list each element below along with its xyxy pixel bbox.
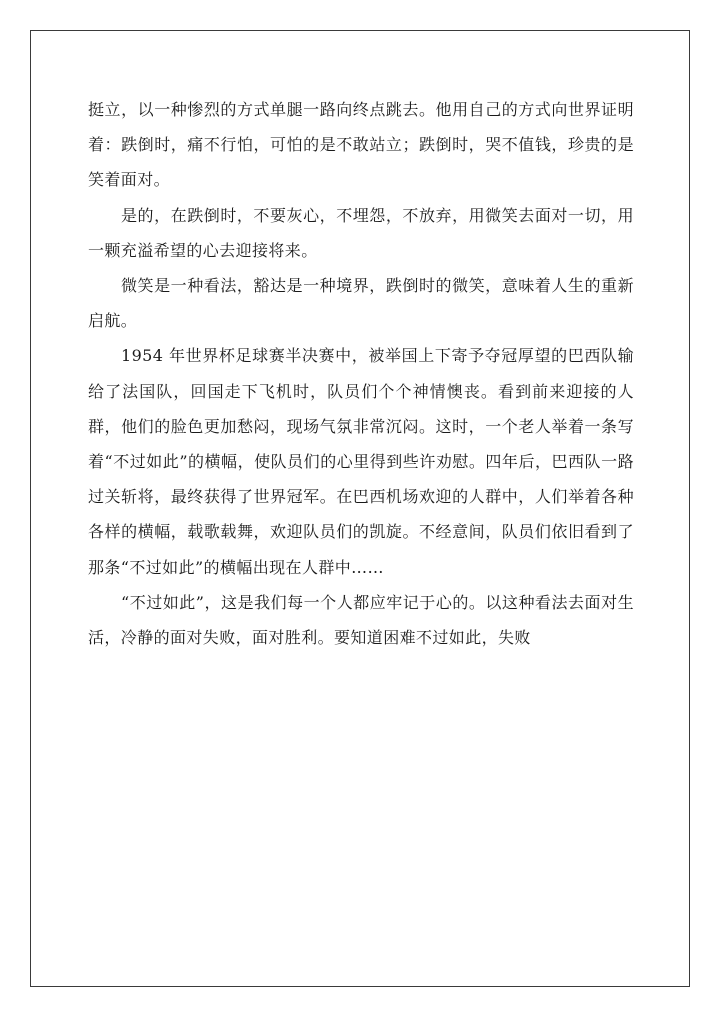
- paragraph-3: 微笑是一种看法，豁达是一种境界，跌倒时的微笑，意味着人生的重新启航。: [88, 276, 634, 331]
- paragraph-1: 挺立，以一种惨烈的方式单腿一路向终点跳去。他用自己的方式向世界证明着：跌倒时，痛不行怕，可怕的是不敢站立；跌倒时，哭不值钱，珍贵的是笑着面对。: [88, 100, 634, 190]
- document-body: [88, 92, 634, 655]
- paragraph-4: 1954 年世界杯足球赛半决赛中，被举国上下寄予夺冠厚望的巴西队输给了法国队，回国走下飞机时，队员们个个神情懊丧。看到前来迎接的人群，他们的脸色更加愁闷，现场气氛非常沉闷。这时，一个老人举着一条写着“不过如此”的横幅，使队员们的心里得到些许劝慰。四年后，巴西队一路过关斩将，最终获得了世界冠军。在巴西机场欢迎的人群中，人们举着各种各样的横幅，载歌载舞，欢迎队员们的凯旋。不经意间，队员们依旧看到了那条“不过如此”的横幅出现在人群中……: [88, 346, 634, 577]
- paragraph-5: “不过如此”，这是我们每一个人都应牢记于心的。以这种看法去面对生活，冷静的面对失败，面对胜利。要知道困难不过如此，失败: [88, 592, 634, 648]
- paragraph-2: 是的，在跌倒时，不要灰心，不埋怨，不放弃，用微笑去面对一切，用一颗充溢希望的心去迎接将来。: [88, 205, 634, 260]
